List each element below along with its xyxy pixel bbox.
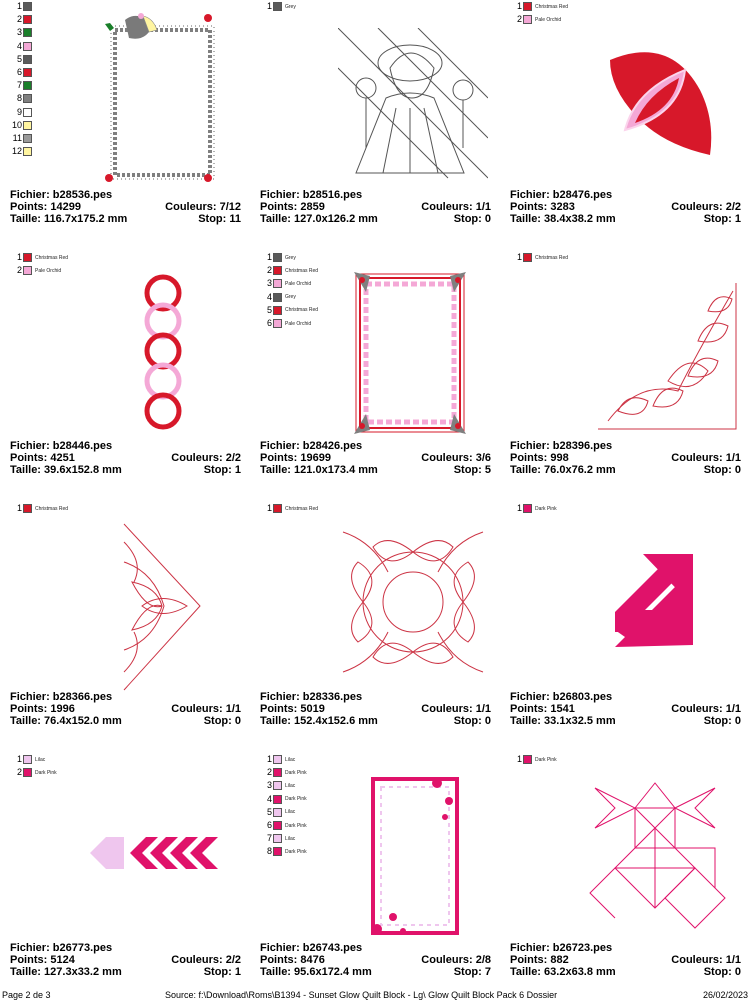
design-cell[interactable] (10, 251, 250, 496)
palette-number: 5 (266, 304, 272, 315)
color-swatch (523, 15, 532, 24)
color-swatch (273, 781, 282, 790)
color-swatch (23, 121, 32, 130)
colors-value: 2/2 (725, 201, 741, 213)
color-swatch (273, 2, 282, 11)
points-value: 5124 (50, 954, 75, 966)
palette-row (260, 766, 307, 779)
size-value: 152.4x152.6 mm (294, 715, 378, 727)
palette-number: 1 (266, 252, 272, 263)
thread-name: Dark Pink (285, 848, 307, 855)
design-info: Fichier: b28426.pes Points: 19699 Couleurs: 3/6 Taille: 121.0x173.4 mm Stop: 5 (260, 440, 491, 476)
thread-name: Christmas Red (35, 254, 69, 261)
design-info: Fichier: b28336.pes Points: 5019 Couleurs: 1/1 Taille: 152.4x152.6 mm Stop: 0 (260, 691, 491, 727)
thread-name: Lilac (35, 756, 46, 763)
stop-value: 7 (484, 966, 491, 978)
palette-number: 1 (16, 503, 22, 514)
palette-number: 1 (516, 503, 522, 514)
pink-square-image (615, 552, 695, 647)
palette-row (510, 13, 568, 26)
file-name: b26723.pes (552, 942, 613, 954)
thread-name: Pale Orchid (35, 267, 62, 274)
palette-number: 8 (16, 93, 22, 104)
size-value: 76.0x76.2 mm (544, 464, 616, 476)
color-swatch (273, 795, 282, 804)
points-value: 19699 (300, 452, 331, 464)
stop-value: 1 (234, 464, 241, 476)
palette-row (510, 753, 557, 766)
palette-row (260, 819, 307, 832)
palette-row (260, 304, 318, 317)
size-value: 95.6x172.4 mm (294, 966, 372, 978)
stop-value: 1 (734, 213, 741, 225)
thread-name: Christmas Red (35, 505, 69, 512)
file-name: b28516.pes (302, 189, 363, 201)
palette-number: 1 (516, 1, 522, 12)
palette-number: 1 (266, 503, 272, 514)
palette-row (10, 753, 57, 766)
palette-number: 11 (12, 132, 22, 143)
palette-number: 4 (266, 291, 272, 302)
color-palette (260, 502, 318, 515)
design-info: Fichier: b28516.pes Points: 2859 Couleurs: 1/1 Taille: 127.0x126.2 mm Stop: 0 (260, 189, 491, 225)
stop-value: 5 (484, 464, 491, 476)
palette-number: 1 (516, 252, 522, 263)
design-cell[interactable] (510, 0, 750, 245)
color-swatch (523, 504, 532, 513)
color-palette (260, 0, 296, 13)
palette-row (510, 251, 568, 264)
file-name: b28476.pes (552, 189, 613, 201)
color-swatch (273, 266, 282, 275)
color-palette (510, 753, 557, 766)
tulip-block-image (338, 527, 488, 677)
design-info: Fichier: b28476.pes Points: 3283 Couleurs: 2/2 Taille: 38.4x38.2 mm Stop: 1 (510, 189, 741, 225)
file-name: b28446.pes (52, 440, 113, 452)
thread-name: Christmas Red (285, 505, 319, 512)
size-value: 121.0x173.4 mm (294, 464, 378, 476)
colors-value: 2/2 (225, 452, 241, 464)
print-date: 26/02/2023 (702, 990, 748, 1000)
color-swatch (23, 147, 32, 156)
file-name: b28426.pes (302, 440, 363, 452)
points-value: 4251 (50, 452, 75, 464)
color-swatch (23, 134, 32, 143)
colors-value: 3/6 (475, 452, 491, 464)
color-swatch (273, 755, 282, 764)
design-info: Fichier: b28446.pes Points: 4251 Couleurs: 2/2 Taille: 39.6x152.8 mm Stop: 1 (10, 440, 241, 476)
color-swatch (23, 108, 32, 117)
thread-name: Grey (285, 3, 296, 10)
stop-value: 0 (734, 464, 741, 476)
palette-row (260, 0, 296, 13)
palette-number: 1 (16, 1, 22, 12)
palette-number: 12 (11, 146, 22, 157)
color-palette (510, 502, 557, 515)
tulip-triangle-image (122, 522, 202, 692)
color-palette (260, 251, 318, 330)
colors-value: 1/1 (225, 703, 241, 715)
palette-row (260, 832, 307, 845)
palette-row (260, 291, 318, 304)
palette-row (260, 251, 318, 264)
thread-name: Christmas Red (285, 307, 319, 314)
palette-row (10, 26, 32, 39)
stop-value: 0 (484, 715, 491, 727)
palette-row (260, 845, 307, 858)
palette-row (10, 53, 32, 66)
file-name: b28366.pes (52, 691, 113, 703)
palette-number: 9 (16, 106, 22, 117)
thread-name: Lilac (285, 809, 296, 816)
design-info: Fichier: b26723.pes Points: 882 Couleurs: 1/1 Taille: 63.2x63.8 mm Stop: 0 (510, 942, 741, 978)
color-palette (10, 753, 57, 779)
palette-row (10, 79, 32, 92)
size-value: 76.4x152.0 mm (44, 715, 122, 727)
size-value: 116.7x175.2 mm (44, 213, 128, 225)
palette-number: 3 (266, 278, 272, 289)
design-info: Fichier: b26743.pes Points: 8476 Couleurs: 2/8 Taille: 95.6x172.4 mm Stop: 7 (260, 942, 491, 978)
color-swatch (273, 808, 282, 817)
size-value: 127.0x126.2 mm (294, 213, 378, 225)
thread-name: Pale Orchid (285, 280, 312, 287)
palette-row (260, 502, 318, 515)
color-swatch (273, 821, 282, 830)
palette-row (10, 251, 68, 264)
color-swatch (23, 42, 32, 51)
size-value: 127.3x33.2 mm (44, 966, 122, 978)
stop-value: 11 (229, 213, 241, 225)
design-info: Fichier: b28396.pes Points: 998 Couleurs: 1/1 Taille: 76.0x76.2 mm Stop: 0 (510, 440, 741, 476)
palette-number: 8 (266, 846, 272, 857)
palette-number: 2 (516, 14, 522, 25)
size-value: 33.1x32.5 mm (544, 715, 616, 727)
palette-number: 1 (16, 754, 22, 765)
points-value: 3283 (550, 201, 575, 213)
design-cell[interactable] (260, 0, 500, 245)
palette-row (10, 264, 68, 277)
design-info: Fichier: b28536.pes Points: 14299 Couleurs: 7/12 Taille: 116.7x175.2 mm Stop: 11 (10, 189, 241, 225)
color-swatch (273, 253, 282, 262)
stop-value: 0 (734, 715, 741, 727)
palette-row (10, 502, 68, 515)
stop-value: 0 (484, 213, 491, 225)
palette-row (260, 277, 318, 290)
design-cell[interactable] (510, 753, 750, 998)
palette-number: 4 (16, 40, 22, 51)
color-swatch (273, 768, 282, 777)
design-cell[interactable] (260, 753, 500, 998)
thread-name: Pale Orchid (535, 16, 562, 23)
stop-value: 0 (234, 715, 241, 727)
red-leaf-image (605, 45, 720, 160)
palette-number: 5 (16, 53, 22, 64)
palette-number: 2 (266, 265, 272, 276)
palette-row (10, 40, 32, 53)
color-swatch (23, 2, 32, 11)
design-cell[interactable] (260, 502, 500, 747)
thread-name: Grey (285, 294, 296, 301)
points-value: 5019 (300, 703, 325, 715)
palette-number: 6 (266, 318, 272, 329)
palette-number: 10 (11, 119, 22, 130)
design-info: Fichier: b26773.pes Points: 5124 Couleurs: 2/2 Taille: 127.3x33.2 mm Stop: 1 (10, 942, 241, 978)
design-cell[interactable] (10, 0, 250, 245)
palette-number: 2 (16, 14, 22, 25)
palette-row (260, 753, 307, 766)
palette-row (10, 145, 32, 158)
thread-name: Christmas Red (285, 267, 319, 274)
star-quilt-image (585, 778, 735, 933)
stop-value: 0 (734, 966, 741, 978)
thread-name: Dark Pink (535, 505, 557, 512)
frame-with-ladybugs-image (95, 10, 225, 185)
color-swatch (23, 253, 32, 262)
palette-number: 7 (16, 80, 22, 91)
color-swatch (273, 293, 282, 302)
points-value: 998 (550, 452, 569, 464)
palette-number: 1 (266, 754, 272, 765)
ring-chain-image (138, 273, 188, 433)
design-info: Fichier: b26803.pes Points: 1541 Couleurs: 1/1 Taille: 33.1x32.5 mm Stop: 0 (510, 691, 741, 727)
tulip-corner-image (598, 281, 738, 431)
palette-row (260, 779, 307, 792)
file-name: b26743.pes (302, 942, 363, 954)
thread-name: Lilac (285, 835, 296, 842)
thread-name: Dark Pink (285, 769, 307, 776)
design-cell[interactable] (260, 251, 500, 496)
palette-number: 1 (16, 252, 22, 263)
palette-number: 2 (16, 767, 22, 778)
color-palette (10, 251, 68, 277)
palette-row (10, 132, 32, 145)
palette-row (260, 793, 307, 806)
palette-row (10, 0, 32, 13)
thread-name: Pale Orchid (285, 320, 312, 327)
points-value: 2859 (300, 201, 325, 213)
color-swatch (23, 94, 32, 103)
colors-value: 2/2 (225, 954, 241, 966)
points-value: 1996 (50, 703, 75, 715)
palette-number: 2 (266, 767, 272, 778)
file-name: b28536.pes (52, 189, 113, 201)
palette-number: 1 (266, 1, 272, 12)
color-swatch (23, 68, 32, 77)
color-swatch (273, 306, 282, 315)
arrow-frame-image (365, 771, 465, 941)
color-swatch (23, 768, 32, 777)
points-value: 882 (550, 954, 569, 966)
points-value: 1541 (550, 703, 575, 715)
color-swatch (273, 319, 282, 328)
size-value: 39.6x152.8 mm (44, 464, 122, 476)
colors-value: 1/1 (725, 954, 741, 966)
palette-number: 6 (16, 67, 22, 78)
color-swatch (23, 15, 32, 24)
colors-value: 2/8 (475, 954, 491, 966)
color-swatch (23, 55, 32, 64)
palette-row (10, 66, 32, 79)
palette-number: 5 (266, 806, 272, 817)
color-swatch (23, 81, 32, 90)
page-number: Page 2 de 3 (2, 990, 51, 1000)
palette-number: 1 (516, 754, 522, 765)
palette-row (260, 806, 307, 819)
design-cell[interactable] (510, 502, 750, 747)
palette-number: 3 (16, 27, 22, 38)
page-footer (0, 990, 750, 1003)
palette-row (10, 766, 57, 779)
points-value: 14299 (50, 201, 81, 213)
thread-name: Christmas Red (535, 254, 569, 261)
palette-number: 7 (266, 833, 272, 844)
palette-number: 2 (16, 265, 22, 276)
palette-number: 3 (266, 780, 272, 791)
color-swatch (273, 504, 282, 513)
thread-name: Dark Pink (535, 756, 557, 763)
color-swatch (523, 2, 532, 11)
palette-number: 4 (266, 793, 272, 804)
colors-value: 1/1 (725, 452, 741, 464)
thread-name: Christmas Red (535, 3, 569, 10)
color-swatch (23, 504, 32, 513)
design-cell[interactable] (10, 502, 250, 747)
colors-value: 1/1 (725, 703, 741, 715)
color-palette (10, 0, 32, 158)
colors-value: 7/12 (219, 201, 241, 213)
arrow-image (88, 833, 238, 873)
palette-row (10, 119, 32, 132)
color-swatch (523, 755, 532, 764)
design-cell[interactable] (510, 251, 750, 496)
thread-name: Dark Pink (35, 769, 57, 776)
palette-row (510, 502, 557, 515)
color-swatch (23, 28, 32, 37)
palette-row (10, 92, 32, 105)
palette-row (10, 106, 32, 119)
color-swatch (273, 847, 282, 856)
design-info: Fichier: b28366.pes Points: 1996 Couleurs: 1/1 Taille: 76.4x152.0 mm Stop: 0 (10, 691, 241, 727)
colors-value: 1/1 (475, 703, 491, 715)
ring-frame-image (350, 268, 470, 438)
design-cell[interactable] (10, 753, 250, 998)
size-value: 38.4x38.2 mm (544, 213, 616, 225)
palette-row (260, 317, 318, 330)
thread-name: Lilac (285, 782, 296, 789)
palette-row (10, 13, 32, 26)
stop-value: 1 (234, 966, 241, 978)
color-swatch (273, 279, 282, 288)
file-name: b28336.pes (302, 691, 363, 703)
palette-number: 6 (266, 820, 272, 831)
colors-value: 1/1 (475, 201, 491, 213)
color-palette (510, 0, 568, 26)
thread-name: Dark Pink (285, 822, 307, 829)
color-swatch (23, 266, 32, 275)
thread-name: Dark Pink (285, 796, 307, 803)
color-swatch (523, 253, 532, 262)
thread-name: Grey (285, 254, 296, 261)
color-palette (510, 251, 568, 264)
size-value: 63.2x63.8 mm (544, 966, 616, 978)
color-swatch (23, 755, 32, 764)
color-palette (10, 502, 68, 515)
source-path: Source: f:\Download\Roms\B1394 - Sunset Glow Quilt Block - Lg\ Glow Quilt Block Pack 6 Dossier (165, 990, 558, 1000)
color-palette (260, 753, 307, 859)
palette-row (510, 0, 568, 13)
file-name: b26803.pes (552, 691, 613, 703)
palette-row (260, 264, 318, 277)
points-value: 8476 (300, 954, 325, 966)
color-swatch (273, 834, 282, 843)
thread-name: Lilac (285, 756, 296, 763)
file-name: b28396.pes (552, 440, 613, 452)
bonnet-girl-image (338, 28, 488, 180)
file-name: b26773.pes (52, 942, 113, 954)
